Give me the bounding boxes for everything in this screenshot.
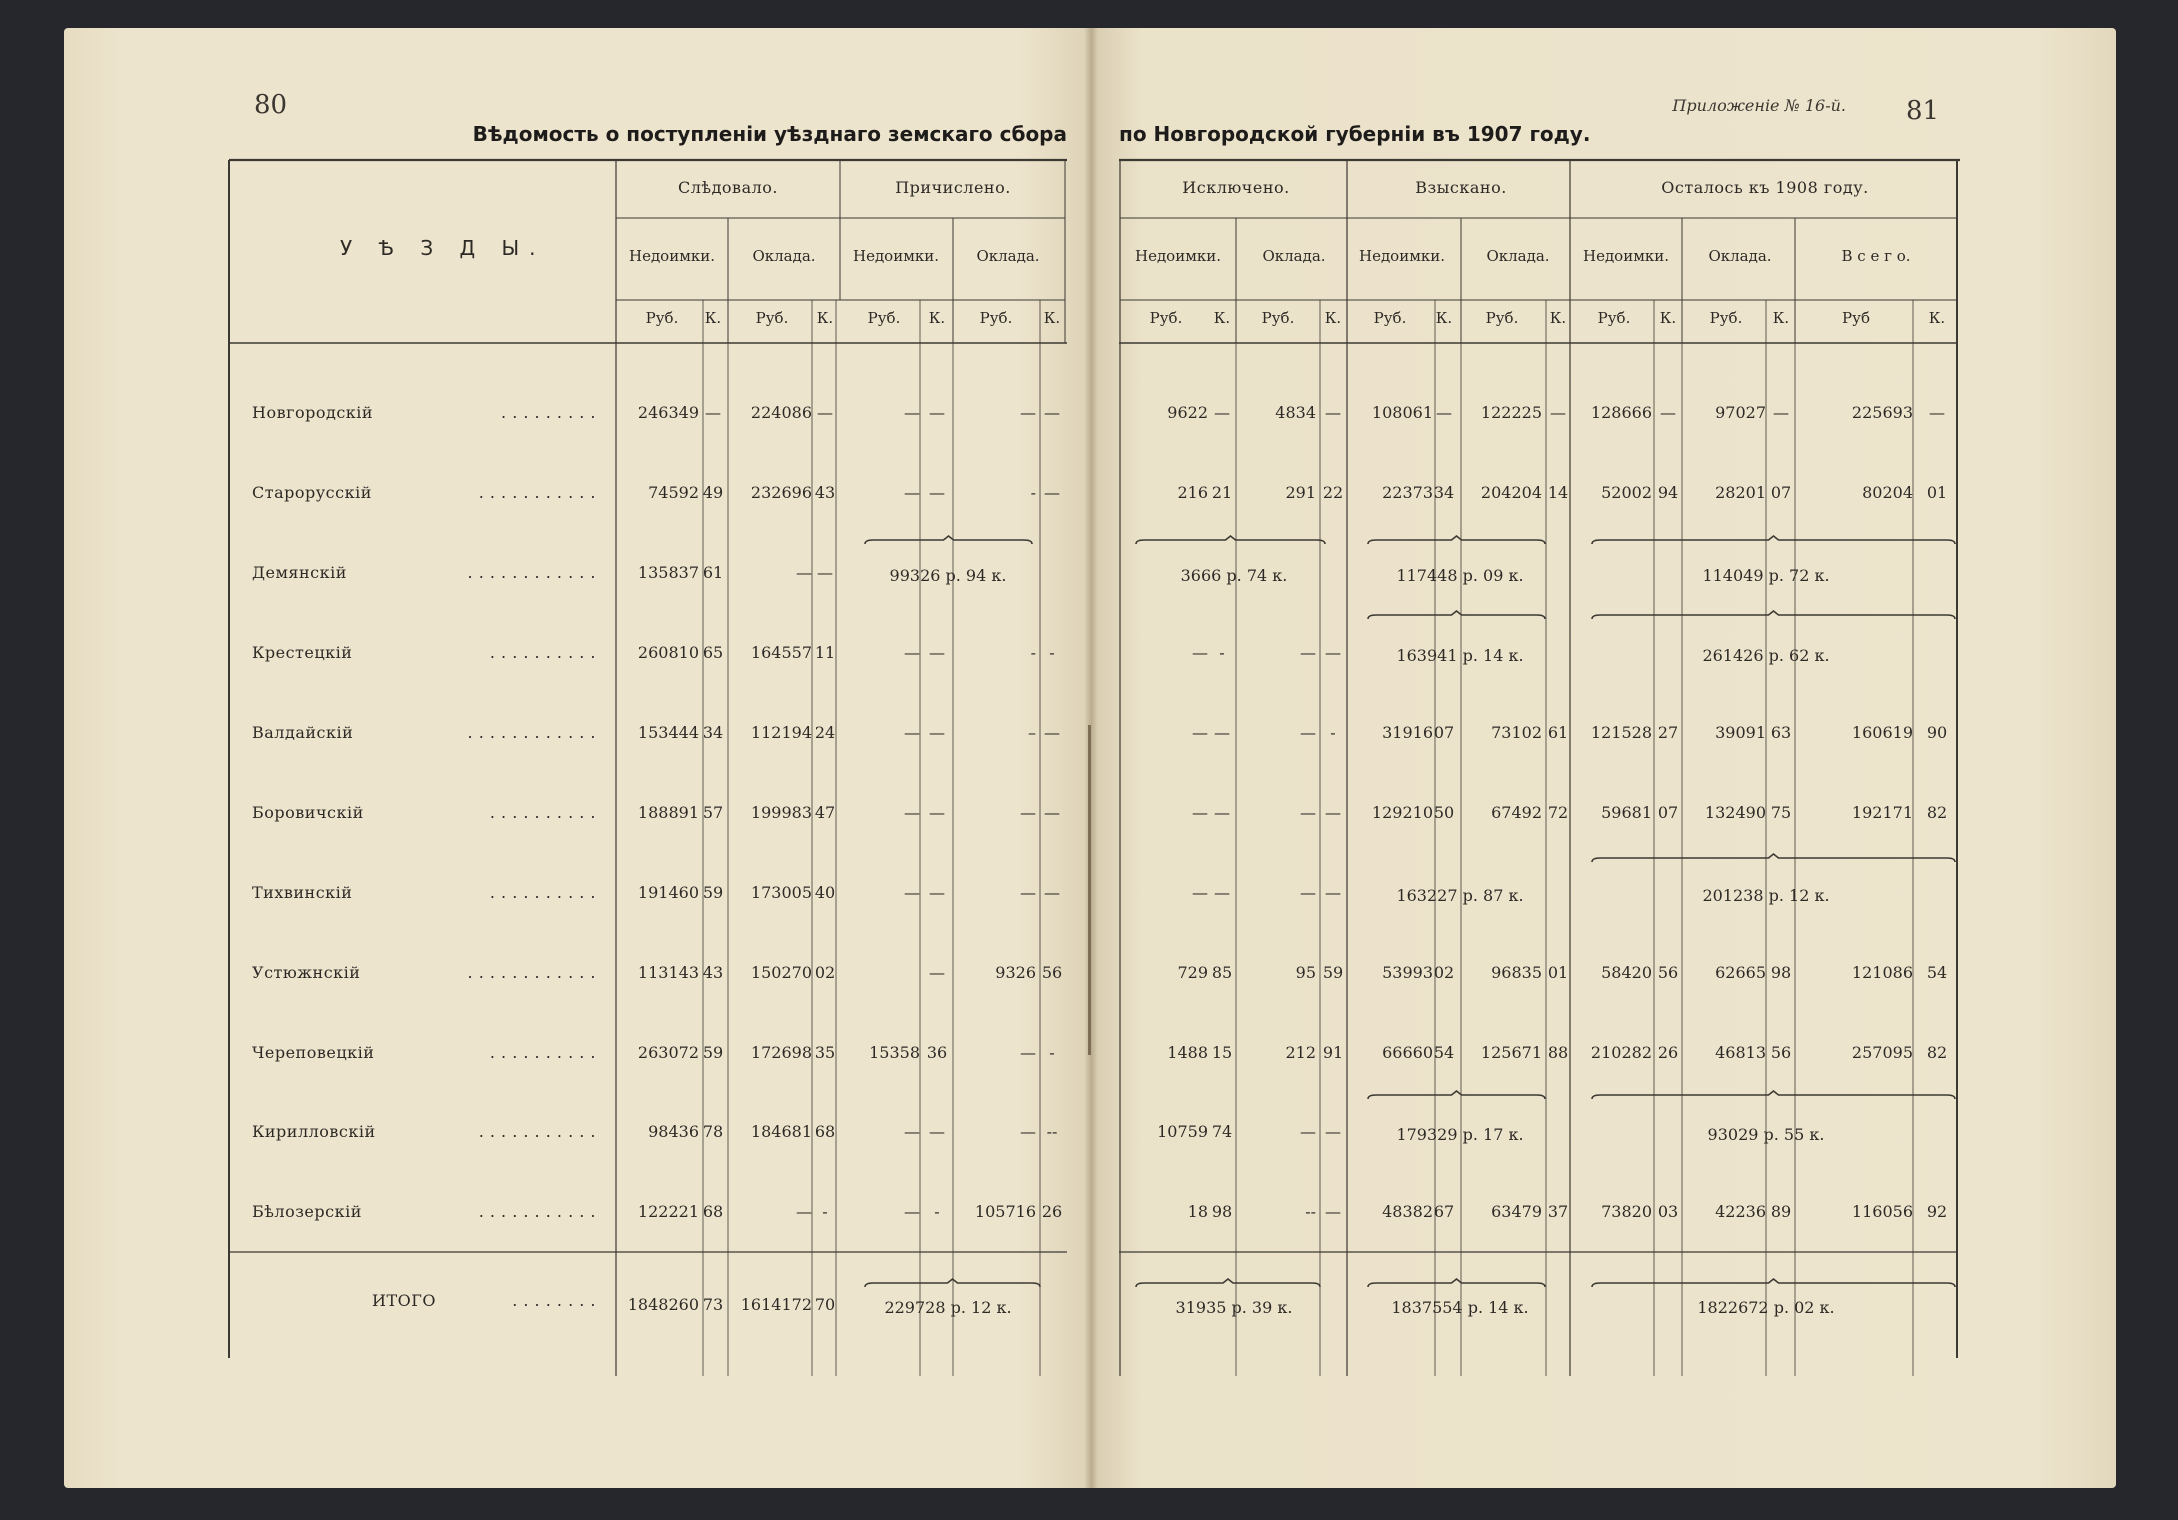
cell-rub: — (1020, 803, 1036, 822)
cell-kop: 01 (1547, 963, 1569, 982)
leader-dots: . . . . . . . . (512, 1291, 596, 1310)
subheader-label: Оклада. (976, 247, 1040, 265)
cell-rub: 73820 (1601, 1202, 1652, 1221)
cell-kop: — (1325, 803, 1341, 822)
cell-kop: 68 (814, 1122, 836, 1141)
cell-kop: 34 (702, 723, 724, 742)
cell-rub: 291 (1285, 483, 1316, 502)
cell-kop: 61 (702, 563, 724, 582)
leader-dots: . . . . . . . . . . . (478, 1122, 596, 1141)
cell-rub: — (904, 483, 920, 502)
brace-bracket (1592, 1279, 1955, 1287)
cell-rub: 66660 (1382, 1043, 1433, 1062)
cell-kop: 82 (1926, 1043, 1948, 1062)
cell-rub: 132490 (1704, 803, 1766, 822)
total-merged-pr: 229728 р. 12 к. (884, 1298, 1012, 1317)
cell-rub: 58420 (1601, 963, 1652, 982)
cell-kop: 89 (1770, 1202, 1792, 1221)
brace-bracket (1368, 536, 1545, 544)
total-merged-vz: 1837554 р. 14 к. (1391, 1298, 1529, 1317)
rub-header: Руб. (1149, 309, 1183, 327)
leader-dots: . . . . . . . . . . . . (467, 963, 596, 982)
total-rub: 1614172 (740, 1295, 812, 1314)
total-merged-ex: 31935 р. 39 к. (1175, 1298, 1293, 1317)
subheader-label: Оклада. (1486, 247, 1550, 265)
cell-rub: 31916 (1382, 723, 1433, 742)
cell-kop: — (929, 723, 945, 742)
cell-kop: 50 (1433, 803, 1455, 822)
cell-rub: 122225 (1480, 403, 1542, 422)
cell-kop: — (1550, 403, 1566, 422)
cell-rub: 9326 (995, 963, 1036, 982)
district-name: Старорусскій (252, 483, 372, 502)
cell-rub: 96835 (1491, 963, 1542, 982)
rub-header: Руб. (867, 309, 901, 327)
cell-rub: 121528 (1590, 723, 1652, 742)
total-merged-os: 1822672 р. 02 к. (1697, 1298, 1835, 1317)
cell-rub: 263072 (637, 1043, 699, 1062)
brace-bracket (1368, 1279, 1545, 1287)
cell-kop: 59 (702, 1043, 724, 1062)
cell-kop: — (1325, 643, 1341, 662)
cell-kop: — (1325, 1122, 1341, 1141)
cell-kop: 98 (1211, 1202, 1233, 1221)
rub-header: Руб. (1597, 309, 1631, 327)
cell-rub: 224086 (750, 403, 812, 422)
brace-bracket (1136, 1279, 1320, 1287)
district-name: Тихвинскій (252, 883, 353, 902)
cell-kop: 92 (1926, 1202, 1948, 1221)
brace-bracket (1592, 854, 1955, 862)
district-header: У Ѣ З Д Ы. (340, 236, 546, 260)
cell-rub: 257095 (1851, 1043, 1913, 1062)
cell-kop: 91 (1322, 1043, 1344, 1062)
cell-rub: — (796, 563, 812, 582)
cell-rub: 73102 (1491, 723, 1542, 742)
cell-rub: 39091 (1715, 723, 1766, 742)
cell-rub: — (1020, 883, 1036, 902)
merged-cell-ex: 3666 р. 74 к. (1180, 566, 1288, 585)
merged-cell-vz: 117448 р. 09 к. (1396, 566, 1524, 585)
cell-kop: — (1044, 803, 1060, 822)
cell-kop: — (1214, 403, 1230, 422)
cell-kop: 98 (1770, 963, 1792, 982)
district-name: Новгородскій (252, 403, 374, 422)
cell-kop: 72 (1547, 803, 1569, 822)
rub-header: Руб. (1261, 309, 1295, 327)
cell-rub: — (904, 643, 920, 662)
cell-rub: 122221 (637, 1202, 699, 1221)
merged-cell-os: 261426 р. 62 к. (1702, 646, 1830, 665)
cell-kop: 68 (702, 1202, 724, 1221)
cell-rub: 105716 (974, 1202, 1036, 1221)
district-name: Боровичскій (252, 803, 364, 822)
cell-rub: 153444 (637, 723, 699, 742)
cell-kop: 88 (1547, 1043, 1569, 1062)
cell-rub: 199983 (750, 803, 812, 822)
cell-rub: 188891 (637, 803, 699, 822)
cell-kop: - (822, 1202, 828, 1221)
cell-kop: — (929, 1122, 945, 1141)
cell-kop: 43 (702, 963, 724, 982)
cell-kop: — (1044, 483, 1060, 502)
subheader-label: Недоимки. (628, 247, 716, 265)
cell-kop: - (1049, 1043, 1055, 1062)
cell-kop: 40 (814, 883, 836, 902)
kop-header: К. (1213, 309, 1231, 327)
district-name: Демянскій (252, 563, 347, 582)
leader-dots: . . . . . . . . . . (489, 883, 596, 902)
cell-kop: — (705, 403, 721, 422)
cell-kop: 47 (814, 803, 836, 822)
brace-bracket (1592, 536, 1955, 544)
cell-kop: 78 (702, 1122, 724, 1141)
cell-rub: 150270 (750, 963, 812, 982)
cell-kop: 54 (1926, 963, 1948, 982)
kop-header: К. (816, 309, 834, 327)
cell-rub: — (1192, 723, 1208, 742)
cell-kop: 54 (1433, 1043, 1455, 1062)
district-name: Устюжнскій (252, 963, 361, 982)
district-name: Крестецкій (252, 643, 353, 662)
cell-rub: 113143 (637, 963, 699, 982)
cell-kop: — (1044, 723, 1060, 742)
cell-rub: — (904, 1122, 920, 1141)
cell-kop: 82 (1926, 803, 1948, 822)
cell-rub: — (1300, 883, 1316, 902)
cell-rub: 80204 (1862, 483, 1913, 502)
kop-header: К. (928, 309, 946, 327)
right-page-number: 81 (1906, 96, 1940, 126)
cell-kop: — (929, 963, 945, 982)
cell-rub: 121086 (1851, 963, 1913, 982)
cell-kop: — (1773, 403, 1789, 422)
district-name: Валдайскій (252, 723, 354, 742)
cell-kop: 03 (1657, 1202, 1679, 1221)
kop-header: К. (1772, 309, 1790, 327)
subheader-label: Недоимки. (1582, 247, 1670, 265)
cell-kop: -- (1046, 1122, 1058, 1141)
cell-kop: — (817, 403, 833, 422)
cell-kop: 26 (1657, 1043, 1679, 1062)
subheader-label: Недоимки. (1358, 247, 1446, 265)
cell-rub: — (904, 883, 920, 902)
cell-rub: 260810 (637, 643, 699, 662)
cell-kop: 15 (1211, 1043, 1233, 1062)
district-name: Череповецкій (252, 1043, 375, 1062)
appendix-label: Приложеніе № 16-й. (1672, 96, 1846, 115)
rub-header: Руб. (1485, 309, 1519, 327)
cell-rub: 246349 (637, 403, 699, 422)
cell-kop: 43 (814, 483, 836, 502)
cell-rub: 18 (1187, 1202, 1208, 1221)
brace-bracket (1592, 1091, 1955, 1099)
cell-kop: 26 (1041, 1202, 1063, 1221)
brace-bracket (865, 536, 1032, 544)
cell-kop: 85 (1211, 963, 1233, 982)
brace-bracket (865, 1279, 1040, 1287)
cell-kop: 36 (926, 1043, 948, 1062)
cell-kop: 35 (814, 1043, 836, 1062)
subheader-label: Оклада. (1262, 247, 1326, 265)
subheader-label: Недоимки. (1134, 247, 1222, 265)
cell-rub: 192171 (1851, 803, 1913, 822)
cell-kop: — (929, 803, 945, 822)
cell-kop: — (1660, 403, 1676, 422)
cell-rub: - (1030, 643, 1036, 662)
kop-header: К. (1324, 309, 1342, 327)
cell-rub: 59681 (1601, 803, 1652, 822)
cell-rub: — (1020, 1043, 1036, 1062)
title-right: по Новгородской губерніи въ 1907 году. (1119, 122, 1591, 146)
cell-rub: 98436 (648, 1122, 699, 1141)
cell-rub: — (1300, 803, 1316, 822)
total-kop: 73 (702, 1295, 724, 1314)
cell-rub: - (1030, 483, 1036, 502)
cell-rub: — (904, 803, 920, 822)
subheader-label: Оклада. (752, 247, 816, 265)
cell-rub: 48382 (1382, 1202, 1433, 1221)
cell-kop: 57 (702, 803, 724, 822)
group-ostalos: Осталось къ 1908 году. (1661, 178, 1869, 197)
cell-kop: — (1214, 883, 1230, 902)
cell-kop: — (1044, 403, 1060, 422)
cell-rub: — (1020, 403, 1036, 422)
cell-kop: 11 (814, 643, 836, 662)
kop-header: К. (1659, 309, 1677, 327)
cell-rub: 108061 (1371, 403, 1433, 422)
cell-kop: 22 (1322, 483, 1344, 502)
kop-header: К. (1435, 309, 1453, 327)
subheader-label: В с е г о. (1841, 247, 1911, 265)
cell-kop: 56 (1770, 1043, 1792, 1062)
cell-rub: — (1020, 1122, 1036, 1141)
cell-rub: 15358 (869, 1043, 920, 1062)
cell-kop: 94 (1657, 483, 1679, 502)
cell-rub: 184681 (750, 1122, 812, 1141)
brace-bracket (1368, 1091, 1545, 1099)
leader-dots: . . . . . . . . . . (489, 643, 596, 662)
brace-bracket (1136, 536, 1325, 544)
cell-kop: 21 (1211, 483, 1233, 502)
merged-cell-os: 93029 р. 55 к. (1707, 1125, 1825, 1144)
cell-rub: 95 (1295, 963, 1316, 982)
total-kop: 70 (814, 1295, 836, 1314)
cell-rub: 9622 (1167, 403, 1208, 422)
group-vzyskano: Взыскано. (1415, 178, 1507, 197)
cell-rub: 42236 (1715, 1202, 1766, 1221)
title-left: Вѣдомость о поступленіи уѣзднаго земскаго сбора (472, 122, 1067, 146)
rub-header: Руб. (645, 309, 679, 327)
cell-kop: - (1049, 643, 1055, 662)
leader-dots: . . . . . . . . . . (489, 1043, 596, 1062)
cell-rub: 63479 (1491, 1202, 1542, 1221)
cell-rub: 135837 (637, 563, 699, 582)
cell-kop: 65 (702, 643, 724, 662)
leader-dots: . . . . . . . . . (501, 403, 596, 422)
leader-dots: . . . . . . . . . . (489, 803, 596, 822)
rub-total-header: Руб (1842, 309, 1870, 327)
cell-kop: — (1325, 883, 1341, 902)
cell-kop: 56 (1657, 963, 1679, 982)
cell-kop: 02 (1433, 963, 1455, 982)
cell-rub: 191460 (637, 883, 699, 902)
cell-rub: 10759 (1157, 1122, 1208, 1141)
cell-kop: — (817, 563, 833, 582)
subheader-label: Оклада. (1708, 247, 1772, 265)
rub-header: Руб. (755, 309, 789, 327)
district-name: Кирилловскій (252, 1122, 376, 1141)
cell-rub: 128666 (1590, 403, 1652, 422)
cell-rub: — (1192, 643, 1208, 662)
cell-rub: — (796, 1202, 812, 1221)
leader-dots: . . . . . . . . . . . (478, 1202, 596, 1221)
total-rub: 1848260 (627, 1295, 699, 1314)
cell-rub: 28201 (1715, 483, 1766, 502)
merged-cell-vz: 163941 р. 14 к. (1396, 646, 1524, 665)
kop-header: К. (704, 309, 722, 327)
total-label: ИТОГО (372, 1291, 436, 1310)
cell-kop: — (1214, 803, 1230, 822)
merged-cell-os: 201238 р. 12 к. (1702, 886, 1830, 905)
left-page-number: 80 (254, 90, 288, 120)
cell-kop: 90 (1926, 723, 1948, 742)
brace-bracket (1368, 611, 1545, 619)
cell-kop: 02 (814, 963, 836, 982)
cell-rub: — (904, 723, 920, 742)
cell-rub: 164557 (750, 643, 812, 662)
cell-rub: 729 (1177, 963, 1208, 982)
cell-rub: 4834 (1275, 403, 1316, 422)
cell-rub: 67492 (1491, 803, 1542, 822)
leader-dots: . . . . . . . . . . . . (467, 563, 596, 582)
cell-rub: 53993 (1382, 963, 1433, 982)
group-isklyucheno: Исключено. (1182, 178, 1290, 197)
kop-header: К. (1549, 309, 1567, 327)
cell-rub: 116056 (1851, 1202, 1913, 1221)
cell-kop: — (1044, 883, 1060, 902)
cell-kop: - (934, 1202, 940, 1221)
cell-kop: 63 (1770, 723, 1792, 742)
rub-header: Руб. (979, 309, 1013, 327)
cell-rub: 125671 (1480, 1043, 1542, 1062)
cell-kop: 75 (1770, 803, 1792, 822)
cell-kop: 07 (1433, 723, 1455, 742)
cell-kop: 59 (1322, 963, 1344, 982)
leader-dots: . . . . . . . . . . . (478, 483, 596, 502)
cell-rub: 46813 (1715, 1043, 1766, 1062)
cell-kop: — (1929, 403, 1945, 422)
group-sledovalo: Слѣдовало. (678, 178, 778, 197)
cell-kop: — (929, 483, 945, 502)
subheader-label: Недоимки. (852, 247, 940, 265)
cell-kop: 24 (814, 723, 836, 742)
cell-rub: 74592 (648, 483, 699, 502)
cell-rub: 22373 (1382, 483, 1433, 502)
cell-rub: 52002 (1601, 483, 1652, 502)
cell-rub: — (1300, 643, 1316, 662)
cell-rub: 172698 (750, 1043, 812, 1062)
district-name: Бѣлозерскій (252, 1202, 362, 1221)
cell-kop: 01 (1926, 483, 1948, 502)
cell-rub: — (904, 1202, 920, 1221)
cell-rub: 210282 (1590, 1043, 1652, 1062)
rub-header: Руб. (1709, 309, 1743, 327)
cell-rub: — (1300, 723, 1316, 742)
cell-kop: 59 (702, 883, 724, 902)
cell-rub: 216 (1177, 483, 1208, 502)
brace-bracket (1592, 611, 1955, 619)
cell-kop: — (1325, 403, 1341, 422)
cell-kop: 14 (1547, 483, 1569, 502)
cell-rub: -- (1305, 1202, 1316, 1221)
cell-kop: 49 (702, 483, 724, 502)
cell-rub: 173005 (750, 883, 812, 902)
cell-rub: 232696 (750, 483, 812, 502)
cell-rub: 204204 (1480, 483, 1542, 502)
cell-rub: 225693 (1851, 403, 1913, 422)
cell-rub: — (1192, 883, 1208, 902)
cell-kop: 56 (1041, 963, 1063, 982)
cell-rub: 112194 (750, 723, 812, 742)
leader-dots: . . . . . . . . . . . . (467, 723, 596, 742)
merged-cell-pr: 99326 р. 94 к. (889, 566, 1007, 585)
cell-kop: 07 (1770, 483, 1792, 502)
kop-header: К. (1928, 309, 1946, 327)
cell-rub: 62665 (1715, 963, 1766, 982)
cell-rub: — (1300, 1122, 1316, 1141)
cell-rub: — (904, 403, 920, 422)
cell-rub: 1488 (1167, 1043, 1208, 1062)
cell-kop: - (1330, 723, 1336, 742)
cell-rub: 129210 (1371, 803, 1433, 822)
cell-kop: — (929, 403, 945, 422)
cell-rub: 160619 (1851, 723, 1913, 742)
cell-kop: 74 (1211, 1122, 1233, 1141)
cell-kop: 61 (1547, 723, 1569, 742)
cell-kop: — (1436, 403, 1452, 422)
cell-rub: — (1192, 803, 1208, 822)
cell-kop: — (1325, 1202, 1341, 1221)
cell-kop: 07 (1657, 803, 1679, 822)
merged-cell-vz: 179329 р. 17 к. (1396, 1125, 1524, 1144)
cell-kop: — (1214, 723, 1230, 742)
group-prichisleno: Причислено. (895, 178, 1011, 197)
merged-cell-os: 114049 р. 72 к. (1702, 566, 1830, 585)
cell-kop: 27 (1657, 723, 1679, 742)
kop-header: К. (1043, 309, 1061, 327)
cell-kop: - (1219, 643, 1225, 662)
cell-kop: 67 (1433, 1202, 1455, 1221)
rub-header: Руб. (1373, 309, 1407, 327)
cell-rub: 97027 (1715, 403, 1766, 422)
cell-kop: 37 (1547, 1202, 1569, 1221)
merged-cell-vz: 163227 р. 87 к. (1396, 886, 1524, 905)
cell-kop: 34 (1433, 483, 1455, 502)
cell-rub: – (1028, 723, 1036, 742)
cell-kop: — (929, 883, 945, 902)
cell-rub: 212 (1285, 1043, 1316, 1062)
cell-kop: — (929, 643, 945, 662)
